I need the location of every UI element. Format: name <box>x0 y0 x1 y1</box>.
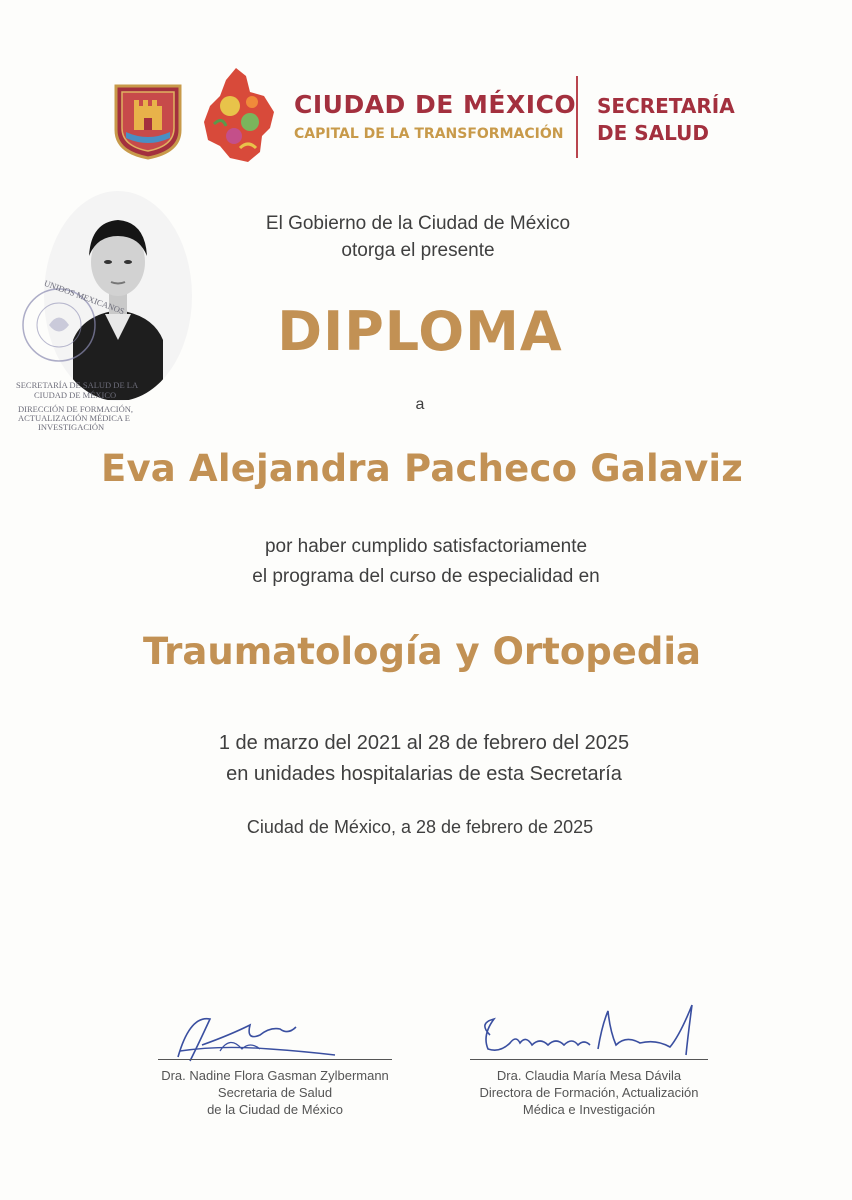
diploma-title: DIPLOMA <box>277 300 563 363</box>
signature-left-details <box>140 1067 410 1118</box>
department-line2: DE SALUD <box>597 121 709 145</box>
intro-text <box>0 210 836 264</box>
reason-line2: el programa del curso de especialidad en <box>252 566 600 587</box>
seal-text-line3: DIRECCIÓN DE FORMACIÓN, <box>18 404 133 414</box>
period-line2: en unidades hospitalarias de esta Secretaría <box>226 763 622 785</box>
signature-right-scribble <box>460 995 720 1065</box>
signature-right <box>460 995 720 1120</box>
cdmx-map-logo <box>200 66 278 164</box>
reason-text <box>0 532 852 592</box>
intro-line2: otorga el presente <box>341 240 495 261</box>
signature-right-title2: Médica e Investigación <box>522 1102 656 1117</box>
period-text <box>0 728 848 790</box>
signature-left-title2: de la Ciudad de México <box>207 1102 343 1117</box>
intro-line1: El Gobierno de la Ciudad de México <box>265 213 571 234</box>
department-line1: SECRETARÍA <box>597 94 735 118</box>
seal-text-line4: ACTUALIZACIÓN MÉDICA E <box>18 413 130 423</box>
signature-right-details <box>454 1067 724 1118</box>
reason-line1: por haber cumplido satisfactoriamente <box>264 536 588 557</box>
city-name: CIUDAD DE MÉXICO <box>294 90 577 119</box>
signature-right-title1: Directora de Formación, Actualización <box>479 1085 699 1100</box>
seal-text-line1: SECRETARÍA DE SALUD DE LA <box>16 380 139 390</box>
specialty-name: Traumatología y Ortopedia <box>143 630 701 673</box>
signature-left-name: Dra. Nadine Flora Gasman Zylbermann <box>161 1068 389 1083</box>
signature-left-scribble <box>150 1005 400 1065</box>
place-date: Ciudad de México, a 28 de febrero de 2025 <box>246 817 594 837</box>
seal-text-line2: CIUDAD DE MÉXICO <box>34 390 117 400</box>
cdmx-coat-of-arms-logo <box>112 82 184 160</box>
signature-left-title1: Secretaria de Salud <box>217 1085 333 1100</box>
signature-right-name: Dra. Claudia María Mesa Dávila <box>496 1068 682 1083</box>
a-word: a <box>415 396 425 413</box>
seal-text-top: UNIDOS MEXICANOS <box>42 277 126 317</box>
seal-text-line5: INVESTIGACIÓN <box>38 422 105 432</box>
signature-right-line <box>470 1059 708 1060</box>
header-divider <box>576 76 578 158</box>
recipient-name: Eva Alejandra Pacheco Galaviz <box>100 447 744 490</box>
signature-left-line <box>158 1059 392 1060</box>
signature-left <box>150 1005 400 1125</box>
period-line1: 1 de marzo del 2021 al 28 de febrero del 2025 <box>218 732 630 754</box>
city-slogan: CAPITAL DE LA TRANSFORMACIÓN <box>294 126 564 142</box>
department-name <box>597 93 735 147</box>
